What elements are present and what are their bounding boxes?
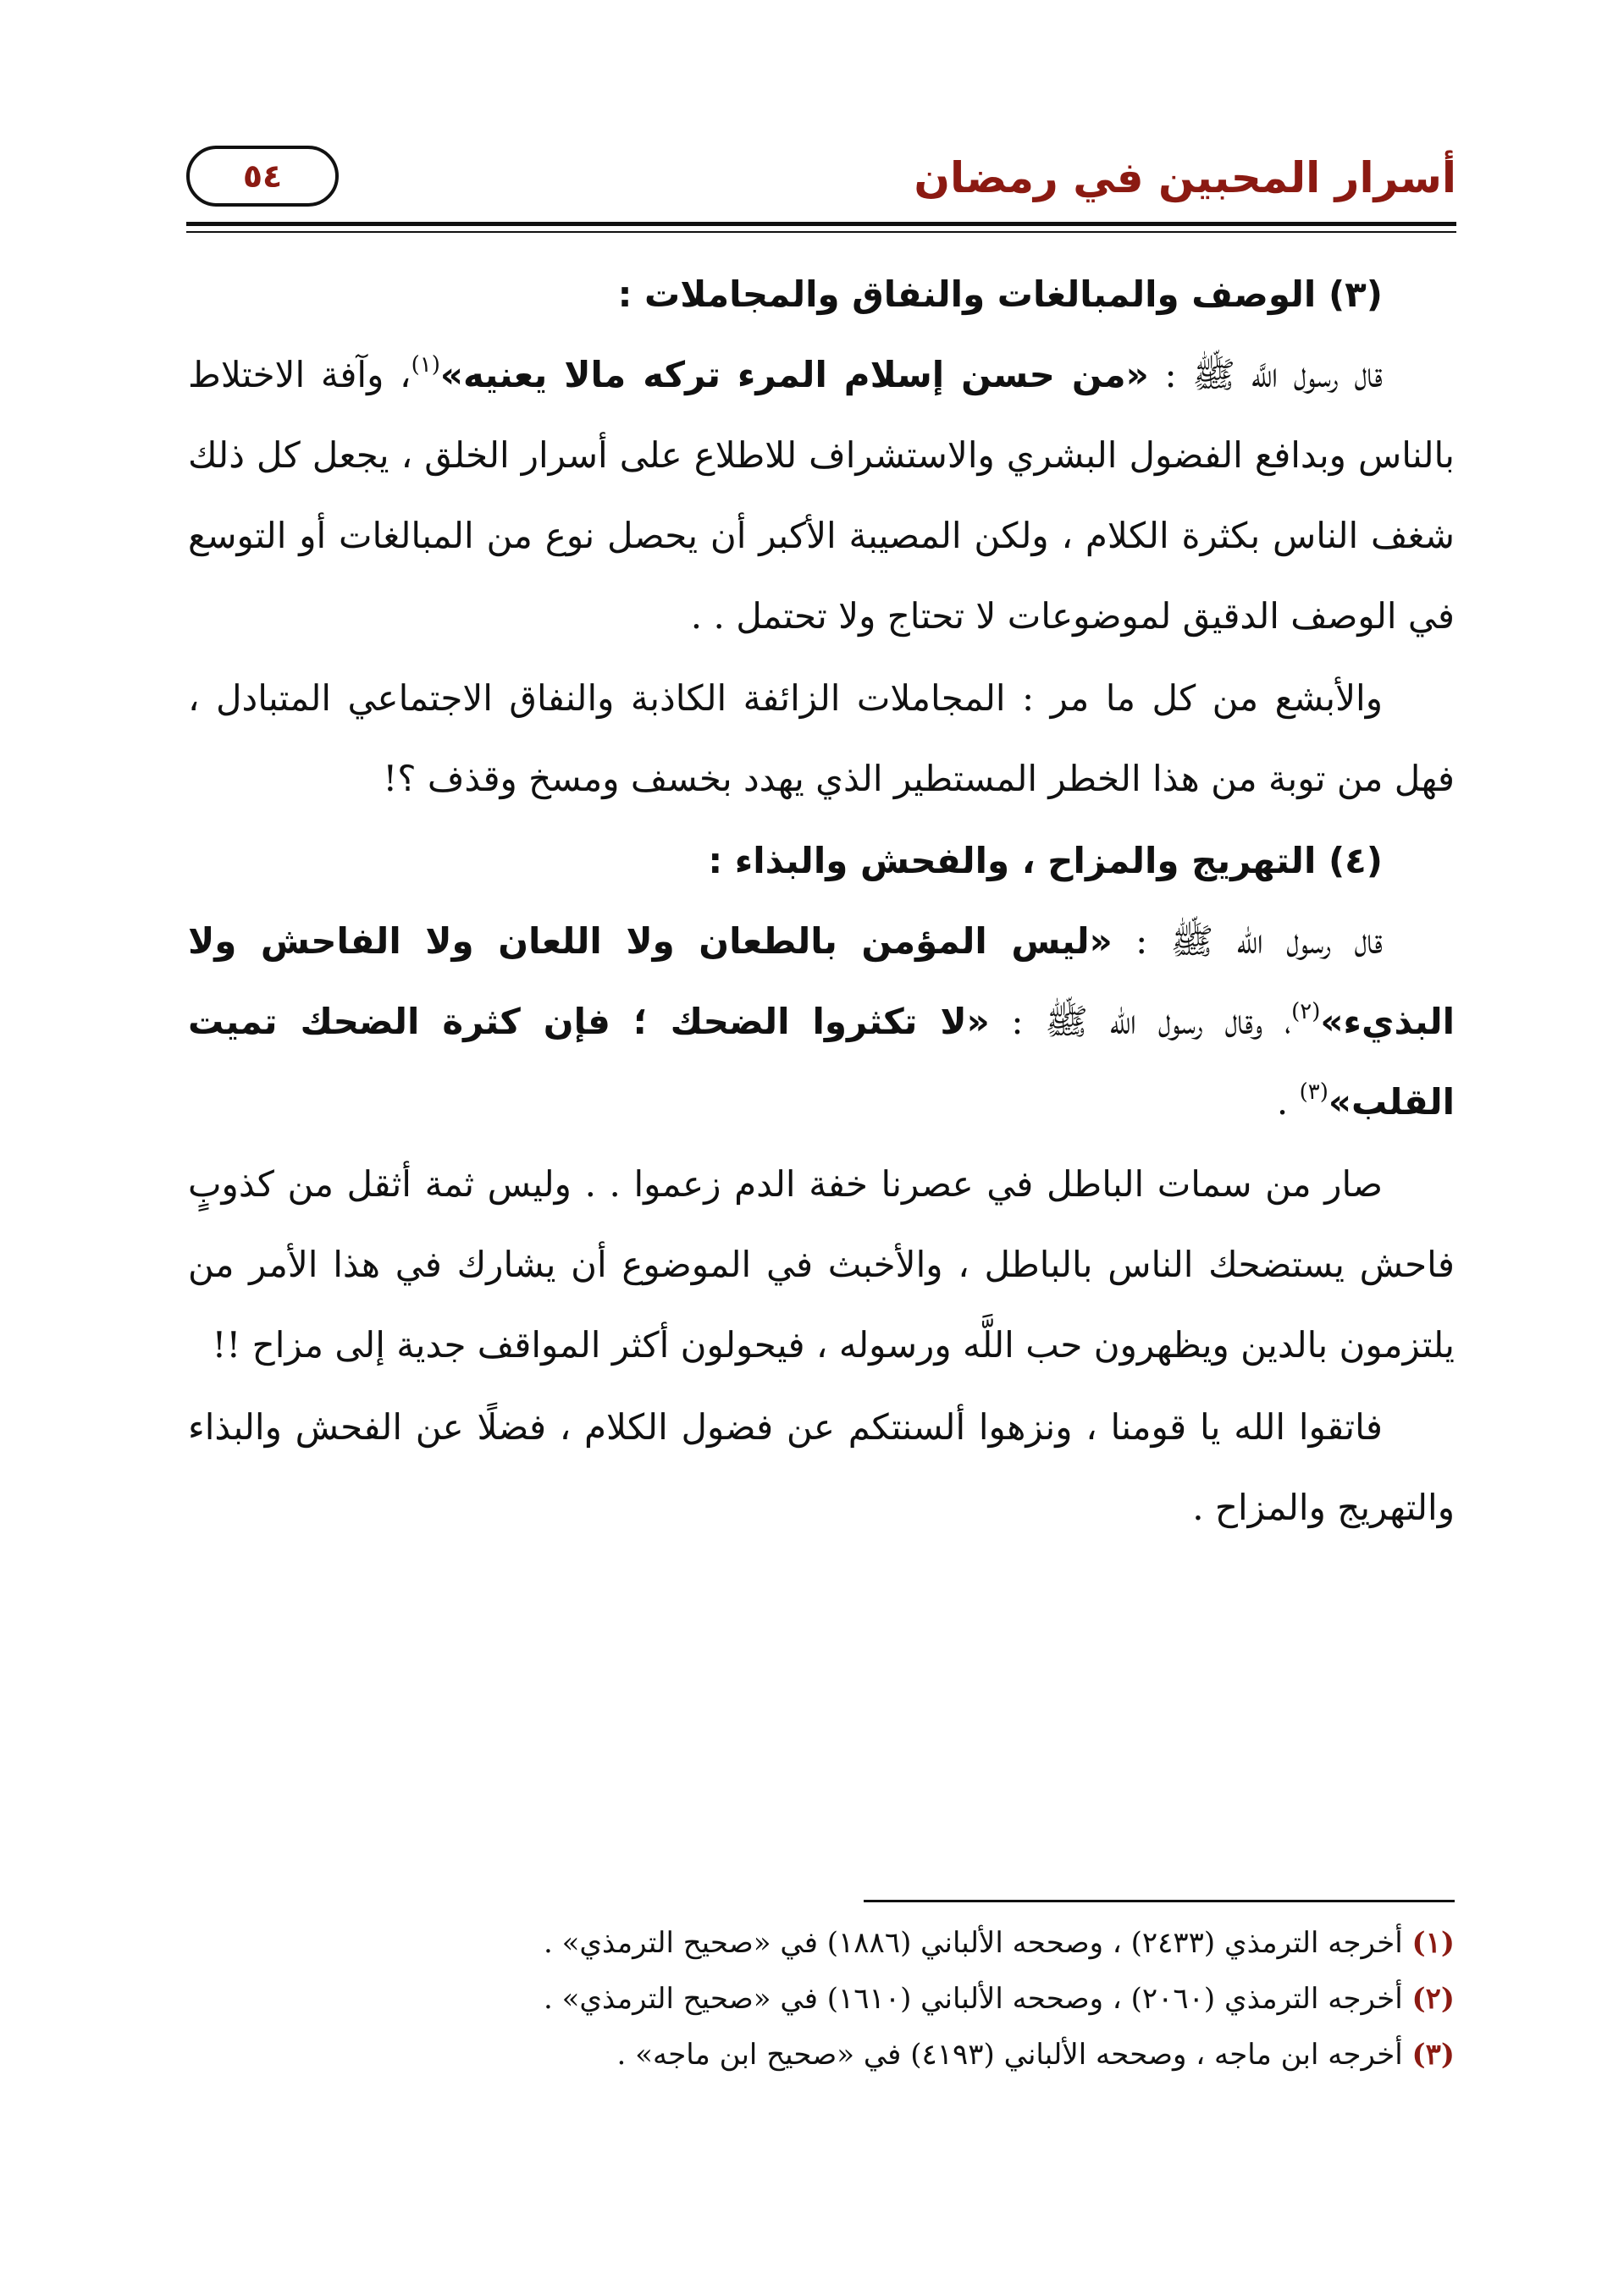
hadith-quote: «ليس المؤمن بالطعان ولا اللعان ولا الفاحش ولا البذيء» xyxy=(188,920,1456,1042)
text-run: ، وآفة الاختلاط بالناس وبدافع الفضول البشري والاستشراف للاطلاع على أسرار الخلق ، يجعل كل ذلك شغف الناس بكثرة الكلام ، ولكن المصيبة الأكبر أن يحصل نوع من المبالغات أو التوسع في الوصف الدقيق لموضوعات لا تحتاج ولا تحتمل . . xyxy=(188,354,1455,637)
footnote-2 xyxy=(188,1971,1455,2027)
section-4-paragraph-2: صار من سمات الباطل في عصرنا خفة الدم زعموا . . وليس ثمة أثقل من كذوبٍ فاحش يستضحك الناس بالباطل ، والأخبث في الموضوع أن يشارك في هذا الأمر من يلتزمون بالدين ويظهرون حب اللَّه ورسوله ، فيحولون أكثر المواقف جدية إلى مزاح !! xyxy=(188,1163,1455,1366)
section-3-paragraph-2: والأبشع من كل ما مر : المجاملات الزائفة الكاذبة والنفاق الاجتماعي المتبادل ، فهل من توبة من هذا الخطر المستطير الذي يهدد بخسف ومسخ وقذف ؟! xyxy=(188,677,1455,799)
section-4-paragraph-3: فاتقوا الله يا قومنا ، ونزهوا ألسنتكم عن فضول الكلام ، فضلًا عن الفحش والبذاء والتهريج والمزاح . xyxy=(188,1406,1455,1528)
section-4-heading: (٤) التهريج والمزاح ، والفحش والبذاء : xyxy=(708,840,1383,881)
section-3-heading: (٣) الوصف والمبالغات والنفاق والمجاملات : xyxy=(617,273,1383,315)
section-3-paragraph-1 xyxy=(188,334,1455,656)
footnote-ref-2: (٢) xyxy=(1291,999,1321,1024)
header-rule-thin xyxy=(186,231,1456,233)
section-4-paragraph-1 xyxy=(188,901,1455,1142)
footnote-separator xyxy=(864,1900,1455,1902)
footnote-ref-3: (٣) xyxy=(1299,1079,1328,1105)
text-run: . xyxy=(1276,1081,1300,1123)
page-body xyxy=(188,254,1455,1549)
footnote-1 xyxy=(188,1915,1455,1971)
footnotes xyxy=(188,1915,1455,2083)
hadith-quote: «من حسن إسلام المرء تركه مالا يعنيه» xyxy=(439,354,1149,395)
footnote-number: (١) xyxy=(1411,1926,1455,1960)
book-title: أسرار المحبين في رمضان xyxy=(914,153,1456,202)
footnote-number: (٣) xyxy=(1411,2038,1455,2072)
footnote-3 xyxy=(188,2027,1455,2083)
footnote-ref-1: (١) xyxy=(411,352,440,378)
page-number-badge: ٥٤ xyxy=(186,146,339,207)
hadith-quote: «لا تكثروا الضحك ؛ فإن كثرة الضحك تميت القلب» xyxy=(188,1001,1455,1123)
header-rule-thick xyxy=(186,222,1456,226)
footnote-text: أخرجه الترمذي (٢٤٣٣) ، وصححه الألباني (١٨٨٦) في «صحيح الترمذي» . xyxy=(544,1926,1412,1960)
text-run: قال رسول الله ﷺ : xyxy=(1112,920,1383,962)
text-run: ، وقال رسول الله ﷺ : xyxy=(989,1001,1292,1042)
footnote-number: (٢) xyxy=(1411,1982,1455,2016)
page-header xyxy=(186,127,1456,220)
footnote-text: أخرجه ابن ماجه ، وصححه الألباني (٤١٩٣) في «صحيح ابن ماجه» . xyxy=(616,2038,1412,2072)
text-run: قال رسول اللَّه ﷺ : xyxy=(1148,354,1383,395)
footnote-text: أخرجه الترمذي (٢٠٦٠) ، وصححه الألباني (١٦١٠) في «صحيح الترمذي» . xyxy=(544,1982,1412,2016)
